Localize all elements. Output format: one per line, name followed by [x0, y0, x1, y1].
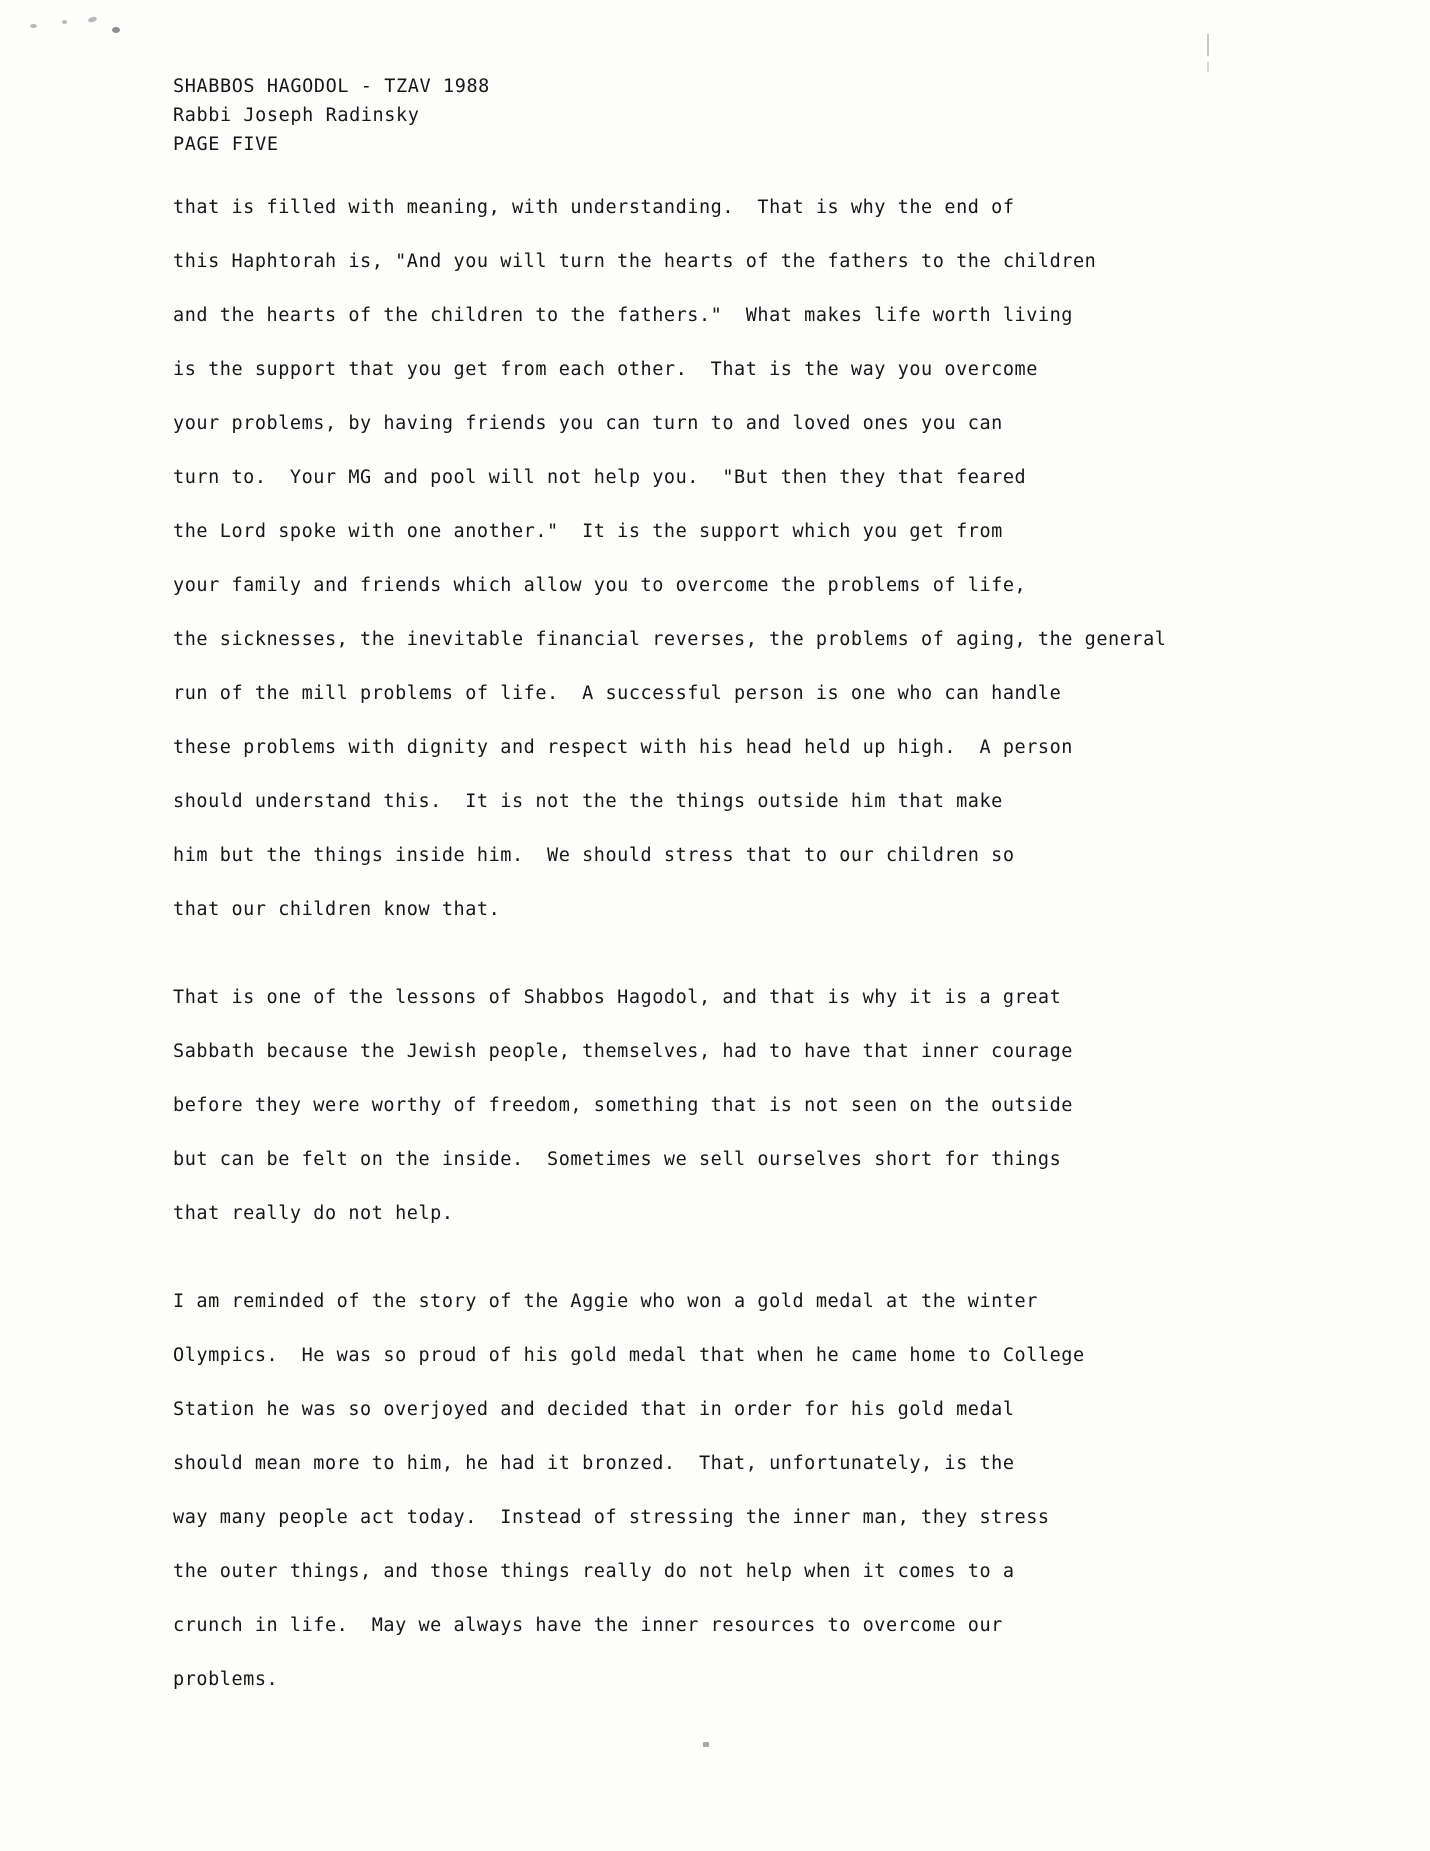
text-line: that really do not help.: [173, 1203, 454, 1224]
page-edge-mark: [1207, 34, 1209, 56]
text-line: crunch in life. May we always have the inner resources to overcome our: [173, 1615, 1003, 1636]
header-title-line: SHABBOS HAGODOL - TZAV 1988: [173, 76, 490, 97]
text-line: That is one of the lessons of Shabbos Hagodol, and that is why it is a great: [173, 987, 1062, 1008]
paragraph-2: [173, 971, 1333, 1241]
text-line: that is filled with meaning, with understanding. That is why the end of: [173, 197, 1015, 218]
scan-speck-icon: [62, 20, 67, 24]
text-line: these problems with dignity and respect with his head held up high. A person: [173, 737, 1073, 758]
paragraph-3: [173, 1275, 1333, 1707]
text-line: that our children know that.: [173, 899, 501, 920]
text-line: problems.: [173, 1669, 279, 1690]
scan-speck-icon: [87, 16, 97, 24]
scan-speck-icon: [703, 1742, 709, 1747]
text-line: Olympics. He was so proud of his gold medal that when he came home to College: [173, 1345, 1085, 1366]
document-paragraphs: [173, 181, 1333, 1707]
text-line: I am reminded of the story of the Aggie who won a gold medal at the winter: [173, 1291, 1038, 1312]
scan-speck-icon: [30, 24, 37, 28]
text-line: this Haphtorah is, "And you will turn the hearts of the fathers to the children: [173, 251, 1097, 272]
text-line: should mean more to him, he had it bronzed. That, unfortunately, is the: [173, 1453, 1015, 1474]
header-page-line: PAGE FIVE: [173, 134, 279, 155]
header-author-line: Rabbi Joseph Radinsky: [173, 105, 420, 126]
text-line: turn to. Your MG and pool will not help you. "But then they that feared: [173, 467, 1027, 488]
page-edge-mark: [1207, 62, 1209, 72]
text-line: the outer things, and those things really do not help when it comes to a: [173, 1561, 1015, 1582]
scan-speck-icon: [112, 27, 120, 33]
text-line: should understand this. It is not the the things outside him that make: [173, 791, 1003, 812]
text-line: is the support that you get from each other. That is the way you overcome: [173, 359, 1038, 380]
text-line: way many people act today. Instead of stressing the inner man, they stress: [173, 1507, 1050, 1528]
text-line: but can be felt on the inside. Sometimes we sell ourselves short for things: [173, 1149, 1062, 1170]
text-line: before they were worthy of freedom, something that is not seen on the outside: [173, 1095, 1073, 1116]
text-line: your family and friends which allow you to overcome the problems of life,: [173, 575, 1027, 596]
document-header: [173, 72, 1333, 159]
text-line: the sicknesses, the inevitable financial reverses, the problems of aging, the general: [173, 629, 1167, 650]
paragraph-1: [173, 181, 1333, 937]
text-line: Sabbath because the Jewish people, themselves, had to have that inner courage: [173, 1041, 1073, 1062]
text-line: the Lord spoke with one another." It is the support which you get from: [173, 521, 1003, 542]
text-line: run of the mill problems of life. A successful person is one who can handle: [173, 683, 1062, 704]
text-line: your problems, by having friends you can turn to and loved ones you can: [173, 413, 1003, 434]
text-line: Station he was so overjoyed and decided that in order for his gold medal: [173, 1399, 1015, 1420]
text-line: him but the things inside him. We should stress that to our children so: [173, 845, 1015, 866]
text-line: and the hearts of the children to the fathers." What makes life worth living: [173, 305, 1073, 326]
document-body: [173, 72, 1333, 1707]
